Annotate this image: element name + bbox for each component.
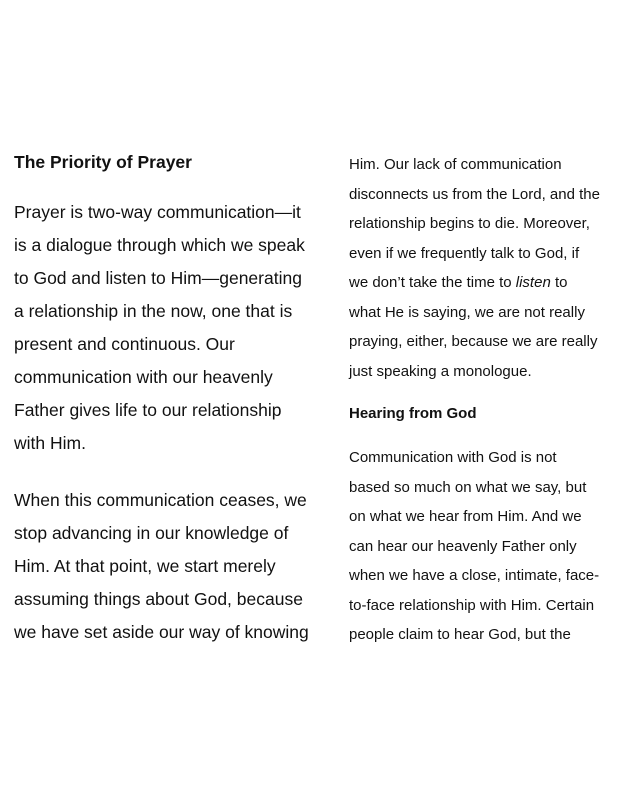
paragraph-lack-of-communication (349, 150, 629, 386)
text-line: with Him. (14, 433, 86, 453)
text-line-with-emphasis (349, 268, 629, 298)
text-line: based so much on what we say, but (349, 478, 587, 496)
text-line: disconnects us from the Lord, and the (349, 185, 600, 203)
text-segment: to (550, 274, 568, 291)
text-line: people claim to hear God, but the (349, 626, 571, 643)
text-line: even if we frequently talk to God, if (349, 244, 580, 262)
text-line: can hear our heavenly Father only (349, 537, 577, 555)
left-column (14, 150, 336, 673)
emphasis-listen: listen (515, 274, 551, 291)
paragraph-communication-with-god (349, 443, 629, 650)
text-line: present and continuous. Our (14, 334, 235, 354)
text-line: When this communication ceases, we (14, 490, 307, 510)
text-segment: we don’t take the time to (349, 274, 516, 291)
paragraph-communication-ceases (14, 484, 336, 649)
text-line: Father gives life to our relationship (14, 400, 282, 420)
text-line: Prayer is two-way communication—it (14, 202, 301, 222)
text-line: assuming things about God, because (14, 589, 303, 609)
text-line: on what we hear from Him. And we (349, 508, 582, 525)
section-heading-priority-of-prayer: The Priority of Prayer (14, 152, 192, 172)
text-line: Him. Our lack of communication (349, 156, 562, 173)
text-line: just speaking a monologue. (349, 362, 532, 380)
text-line: praying, either, because we are really (349, 333, 598, 350)
paragraph-prayer-definition (14, 196, 336, 460)
text-line: we have set aside our way of knowing (14, 622, 309, 642)
text-line: to-face relationship with Him. Certain (349, 596, 595, 614)
text-line: Communication with God is not (349, 449, 557, 466)
text-line: when we have a close, intimate, face- (349, 567, 600, 584)
text-line: Him. At that point, we start merely (14, 556, 276, 576)
text-line: a relationship in the now, one that is (14, 301, 293, 321)
text-line: stop advancing in our knowledge of (14, 523, 289, 543)
text-line: is a dialogue through which we speak (14, 235, 305, 255)
section-heading-hearing-from-god: Hearing from God (349, 405, 477, 422)
text-line: what He is saying, we are not really (349, 303, 585, 321)
text-line: to God and listen to Him—generating (14, 268, 302, 288)
text-line: communication with our heavenly (14, 367, 273, 387)
text-line: relationship begins to die. Moreover, (349, 215, 590, 232)
right-column (349, 150, 629, 664)
